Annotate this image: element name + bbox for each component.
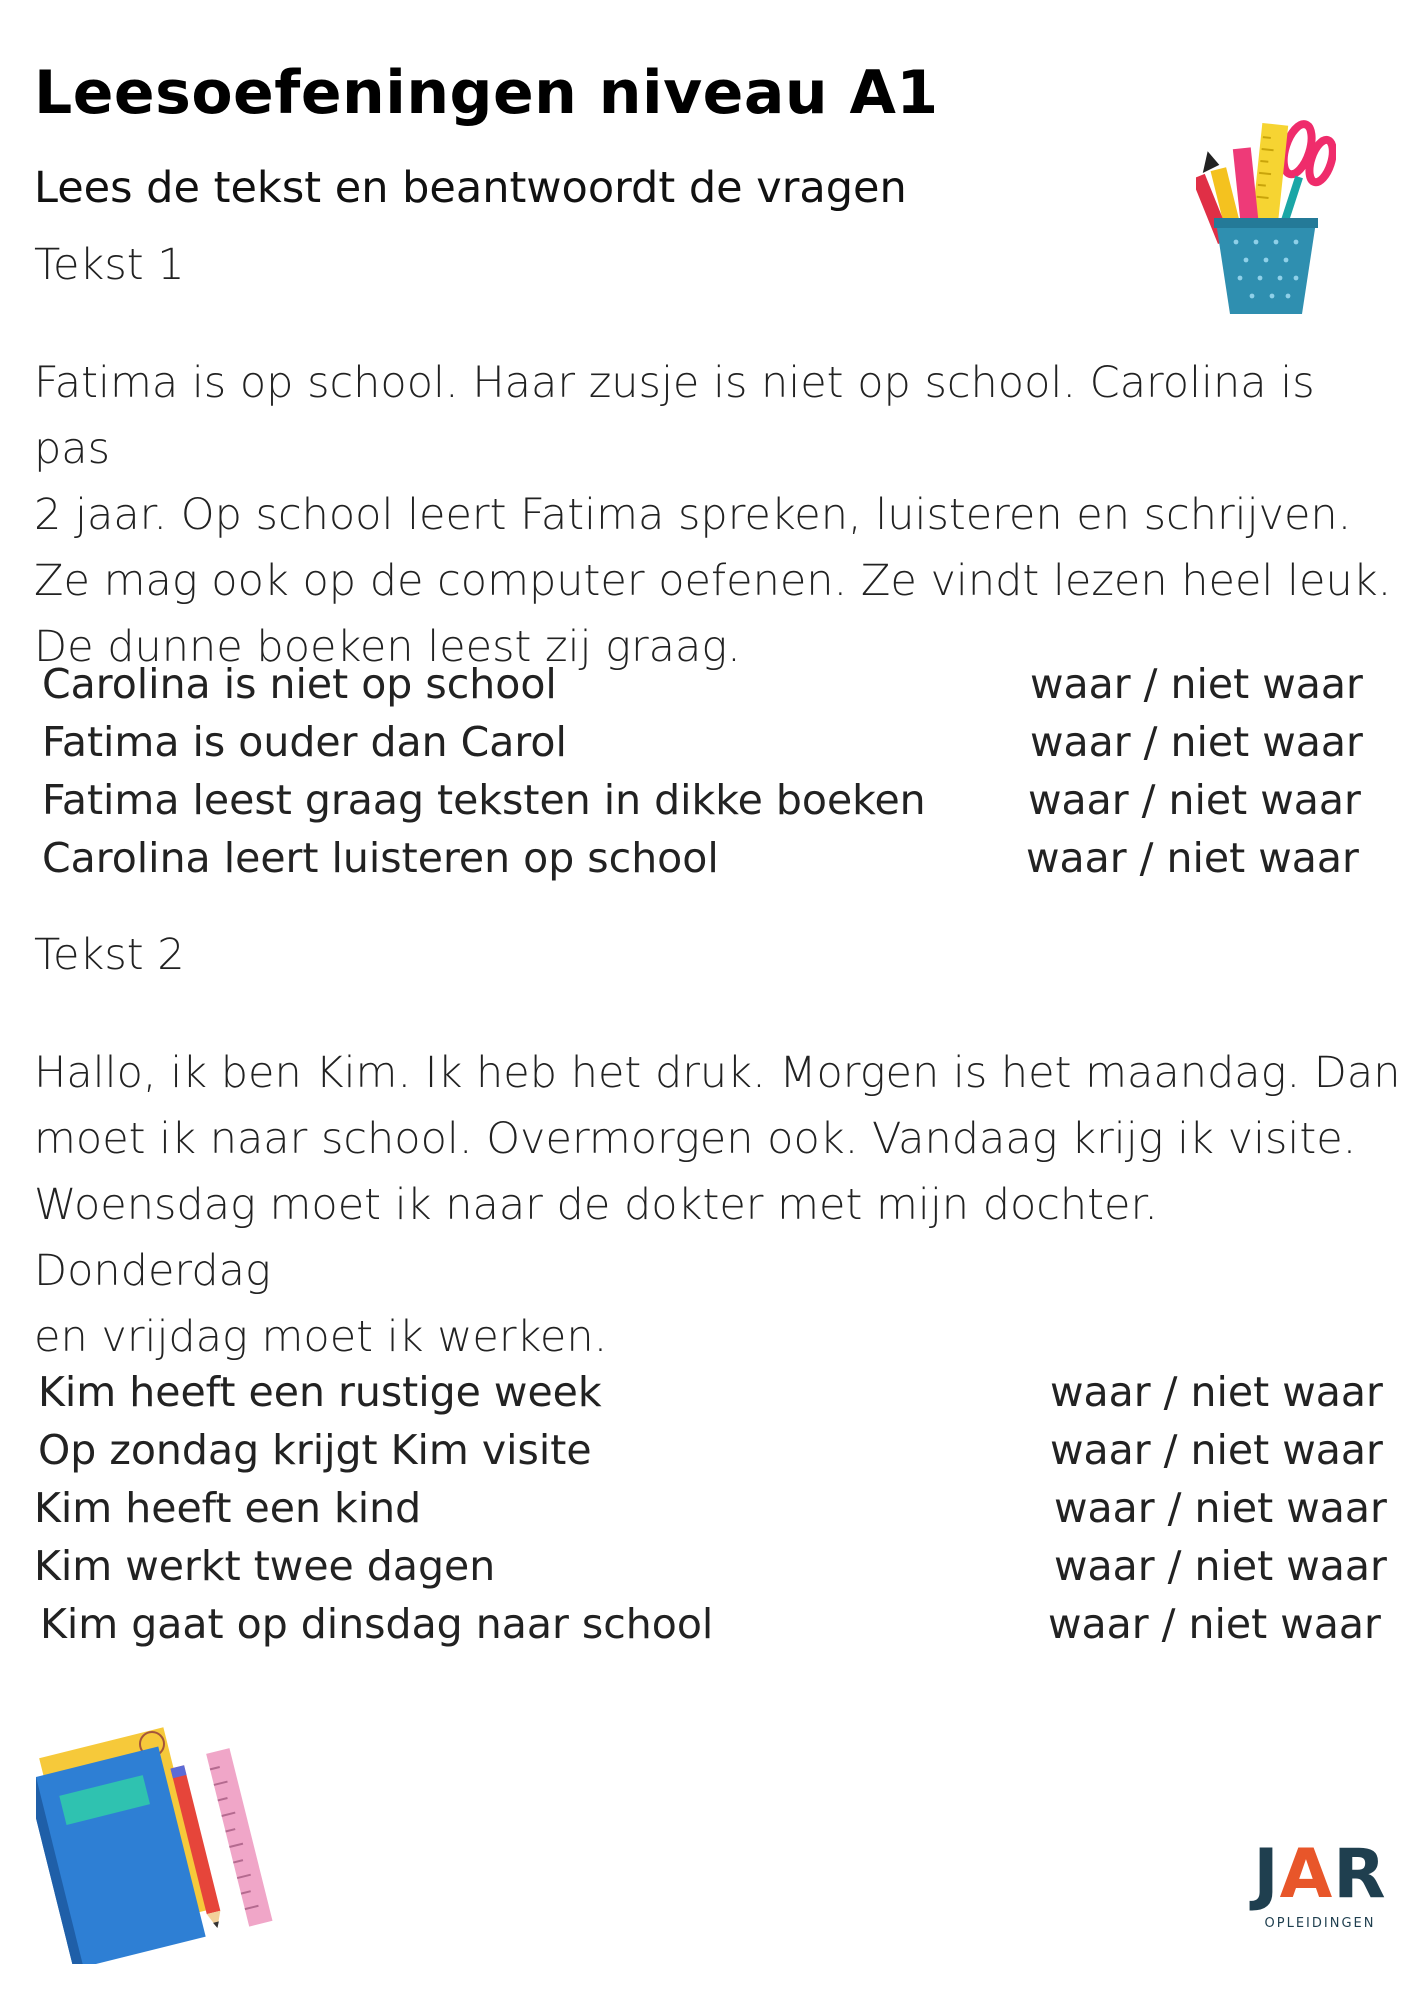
answer-choice[interactable]: waar / niet waar bbox=[1054, 1484, 1387, 1532]
tekst2-line: Hallo, ik ben Kim. Ik heb het druk. Morgen is het maandag. Dan bbox=[34, 1048, 1401, 1098]
tekst1-line: 2 jaar. Op school leert Fatima spreken, luisteren en schrijven. bbox=[34, 490, 1352, 540]
tekst2-questions bbox=[0, 1368, 1414, 1658]
answer-choice[interactable]: waar / niet waar bbox=[1030, 660, 1363, 708]
page-title: Leesoefeningen niveau A1 bbox=[34, 58, 939, 128]
answer-choice[interactable]: waar / niet waar bbox=[1054, 1542, 1387, 1590]
instruction: Lees de tekst en beantwoordt de vragen bbox=[34, 163, 907, 213]
question-text: Carolina leert luisteren op school bbox=[42, 834, 719, 882]
logo-letter: R bbox=[1333, 1835, 1387, 1914]
logo-wordmark bbox=[1240, 1835, 1400, 1914]
question-row bbox=[0, 1600, 1414, 1658]
pencil-cup-icon bbox=[1196, 118, 1336, 318]
tekst2-paragraph bbox=[34, 1040, 1404, 1370]
logo-subtext: OPLEIDINGEN bbox=[1264, 1916, 1376, 1931]
question-text: Kim heeft een kind bbox=[34, 1484, 422, 1532]
tekst1-paragraph bbox=[34, 350, 1404, 680]
logo-text bbox=[1253, 1835, 1386, 1914]
tekst1-line: Fatima is op school. Haar zusje is niet op school. Carolina is pas bbox=[34, 358, 1315, 474]
tekst2-line: moet ik naar school. Overmorgen ook. Vandaag krijg ik visite. bbox=[34, 1114, 1357, 1164]
tekst1-heading: Tekst 1 bbox=[34, 240, 185, 290]
tekst1-line: De dunne boeken leest zij graag. bbox=[34, 622, 741, 672]
answer-choice[interactable]: waar / niet waar bbox=[1026, 834, 1359, 882]
question-row bbox=[0, 1426, 1414, 1484]
tekst2-heading: Tekst 2 bbox=[34, 930, 185, 980]
notebook-pencil-ruler-icon bbox=[36, 1724, 296, 1964]
question-text: Fatima is ouder dan Carol bbox=[42, 718, 567, 766]
logo-letter: A bbox=[1279, 1835, 1334, 1914]
question-row bbox=[0, 1484, 1414, 1542]
answer-choice[interactable]: waar / niet waar bbox=[1048, 1600, 1381, 1648]
question-row bbox=[0, 1368, 1414, 1426]
tekst1-questions bbox=[0, 660, 1414, 892]
answer-choice[interactable]: waar / niet waar bbox=[1050, 1368, 1383, 1416]
answer-choice[interactable]: waar / niet waar bbox=[1030, 718, 1363, 766]
jar-logo bbox=[1240, 1835, 1400, 1931]
answer-choice[interactable]: waar / niet waar bbox=[1050, 1426, 1383, 1474]
question-text: Kim heeft een rustige week bbox=[38, 1368, 602, 1416]
tekst2-line: Woensdag moet ik naar de dokter met mijn dochter. Donderdag bbox=[34, 1180, 1158, 1296]
question-text: Op zondag krijgt Kim visite bbox=[38, 1426, 592, 1474]
question-row bbox=[0, 1542, 1414, 1600]
answer-choice[interactable]: waar / niet waar bbox=[1028, 776, 1361, 824]
question-text: Kim werkt twee dagen bbox=[34, 1542, 496, 1590]
question-row bbox=[0, 776, 1414, 834]
tekst1-line: Ze mag ook op de computer oefenen. Ze vindt lezen heel leuk. bbox=[34, 556, 1392, 606]
question-row bbox=[0, 660, 1414, 718]
question-row bbox=[0, 834, 1414, 892]
question-row bbox=[0, 718, 1414, 776]
question-text: Kim gaat op dinsdag naar school bbox=[40, 1600, 714, 1648]
tekst2-line: en vrijdag moet ik werken. bbox=[34, 1312, 608, 1362]
question-text: Fatima leest graag teksten in dikke boeken bbox=[42, 776, 926, 824]
question-text: Carolina is niet op school bbox=[42, 660, 557, 708]
logo-letter: J bbox=[1253, 1835, 1280, 1914]
